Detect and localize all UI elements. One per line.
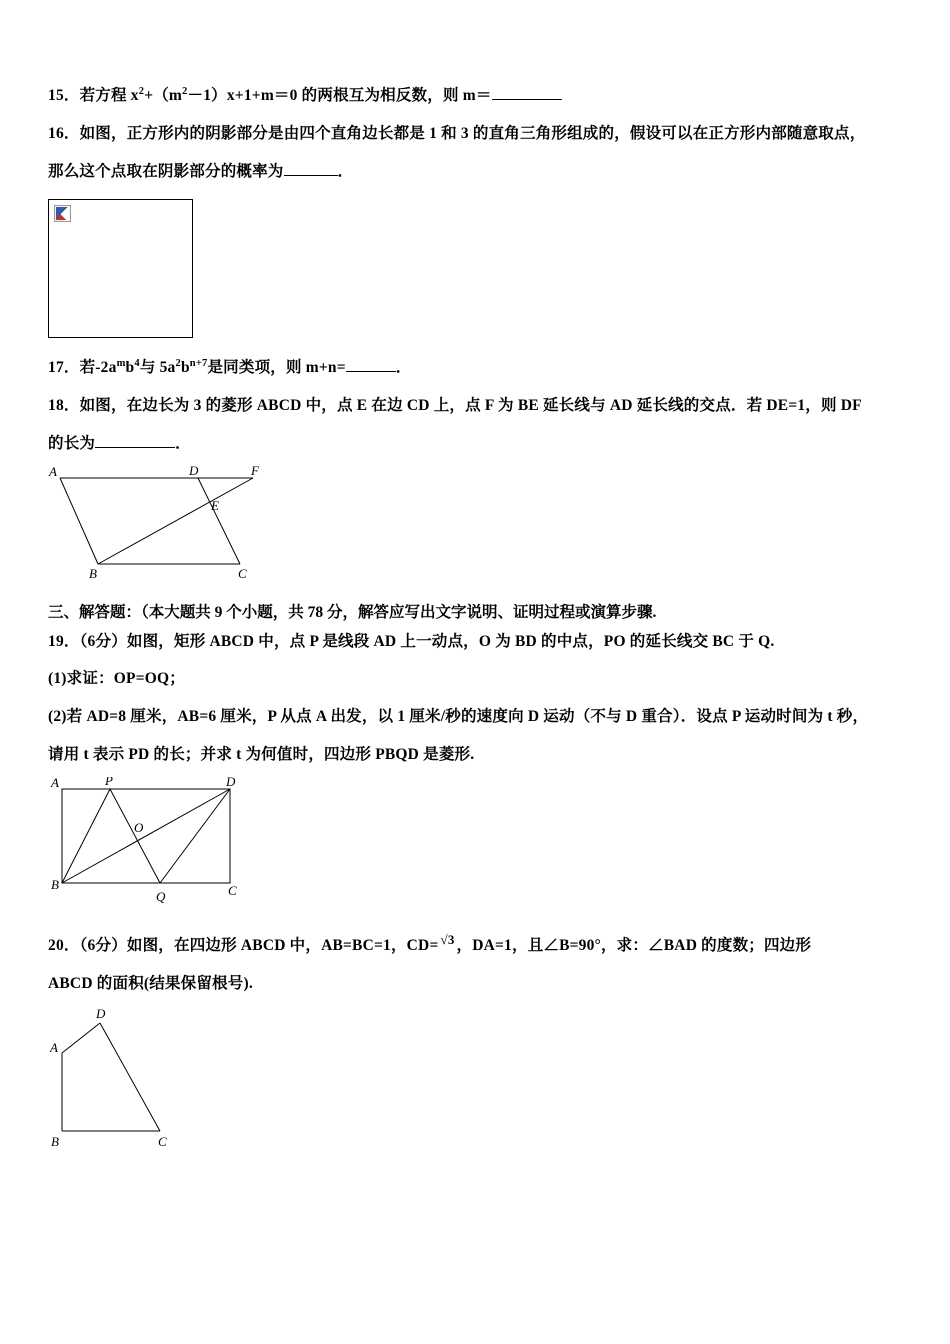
question-20-head (48, 927, 902, 962)
question-19-number: 19 (48, 632, 64, 650)
question-18-line-1 (48, 390, 902, 422)
question-15-text-a: ．若方程 x (63, 87, 139, 104)
question-16-answer-blank[interactable] (284, 175, 338, 176)
question-15-answer-blank[interactable] (492, 99, 562, 100)
question-16-number: 16 (48, 124, 64, 142)
question-15-sup-1: 2 (138, 85, 145, 97)
question-15-sup-2: 2 (182, 85, 188, 97)
quadrilateral-figure-svg (48, 1005, 228, 1150)
figure-label-F: F (251, 465, 259, 478)
question-17-number: 17 (48, 359, 64, 377)
rectangle-figure-svg (48, 777, 288, 912)
question-15-text-b: +（m (144, 87, 183, 104)
question-18-text-line2: 的长为 (48, 434, 96, 452)
question-18-number: 18 (48, 397, 64, 415)
question-17-sup-3: 2 (175, 358, 181, 370)
section-heading: 三、解答题：（本大题共 9 个小题，共 78 分，解答应写出文字说明、证明过程或演算步骤. (48, 603, 657, 621)
question-17-text-e: 是同类项，则 m+n= (207, 359, 346, 377)
figure-label-C: C (238, 565, 247, 581)
figure-label-B: B (51, 876, 59, 892)
figure-label-C: C (228, 882, 237, 898)
figure-label-O: O (134, 819, 144, 835)
question-19-part-2-line-1: (2)若 AD=8 厘米，AB=6 厘米，P 从点 A 出发，以 1 厘米/秒的速度向 D 运动（不与 D 重合）．设点 P 运动时间为 t 秒， (48, 708, 869, 726)
figure-label-C: C (158, 1134, 167, 1150)
question-17-sup-1: m (116, 358, 126, 370)
figure-label-B: B (89, 565, 97, 581)
figure-label-P: P (105, 776, 113, 788)
figure-label-D: D (226, 776, 236, 789)
figure-label-D: D (189, 465, 199, 478)
question-20-figure (48, 1005, 902, 1155)
question-20-number: 20 (48, 936, 64, 954)
question-20-head-a: ．（6分）如图，在四边形 ABCD 中，AB=BC=1，CD= (63, 936, 439, 954)
figure-label-Q: Q (156, 888, 166, 904)
rhombus-figure-svg (48, 466, 308, 581)
figure-label-D: D (96, 1006, 106, 1022)
broken-image-icon (54, 205, 71, 222)
question-17-text-d: b (180, 359, 190, 377)
question-17-text-b: b (125, 359, 135, 377)
question-17 (48, 352, 902, 384)
question-17-text-c: 与 5a (139, 359, 176, 377)
question-17-text-end: ． (395, 359, 412, 377)
question-16-line-2 (48, 156, 902, 188)
question-17-answer-blank[interactable] (346, 371, 396, 372)
figure-label-A: A (50, 1040, 58, 1056)
question-16-text-line2: 那么这个点取在阴影部分的概率为 (48, 162, 284, 180)
question-16-text-line1: ．如图，正方形内的阴影部分是由四个直角边长都是 1 和 3 的直角三角形组成的，假设可以在正方形内部随意取点， (63, 124, 866, 142)
question-18-text-line1: ．如图，在边长为 3 的菱形 ABCD 中，点 E 在边 CD 上，点 F 为 BE 延长线与 AD 延长线的交点．若 DE=1，则 DF (63, 397, 862, 415)
question-15-number: 15 (48, 87, 64, 104)
question-18-line-2 (48, 428, 902, 460)
question-19-head (48, 626, 902, 658)
figure-label-E: E (211, 497, 219, 513)
figure-label-A: A (51, 776, 59, 790)
question-17-sup-4: n+7 (189, 358, 208, 370)
question-18-figure (48, 466, 902, 586)
question-18-line2-end: ． (175, 434, 191, 452)
question-19-part-2-line-2: 请用 t 表示 PD 的长；并求 t 为何值时，四边形 PBQD 是菱形. (48, 745, 475, 763)
figure-label-A: A (49, 465, 57, 479)
question-15-text-c: －1）x+1+m＝0 的两根互为相反数，则 m＝ (187, 87, 492, 104)
question-19-part-1: (1)求证：OP=OQ； (48, 670, 185, 688)
question-17-sup-2: 4 (134, 358, 140, 370)
question-16-line-1 (48, 118, 902, 150)
question-20-head-b: ，DA=1，且∠B=90°，求：∠BAD 的度数；四边形 (456, 936, 812, 954)
figure-label-B: B (51, 1134, 59, 1150)
question-19-figure (48, 777, 902, 917)
question-18-answer-blank[interactable] (95, 447, 175, 448)
question-20-radical: √3 (440, 931, 455, 947)
question-16-image-placeholder (48, 199, 193, 338)
question-15 (48, 80, 902, 112)
question-16-line2-end: ． (337, 162, 354, 180)
question-19-head-text: ．（6分）如图，矩形 ABCD 中，点 P 是线段 AD 上一动点，O 为 BD 的中点，PO 的延长线交 BC 于 Q. (63, 632, 775, 650)
question-20-line-2: ABCD 的面积(结果保留根号). (48, 974, 253, 992)
question-17-text-a: ．若-2a (63, 359, 117, 377)
